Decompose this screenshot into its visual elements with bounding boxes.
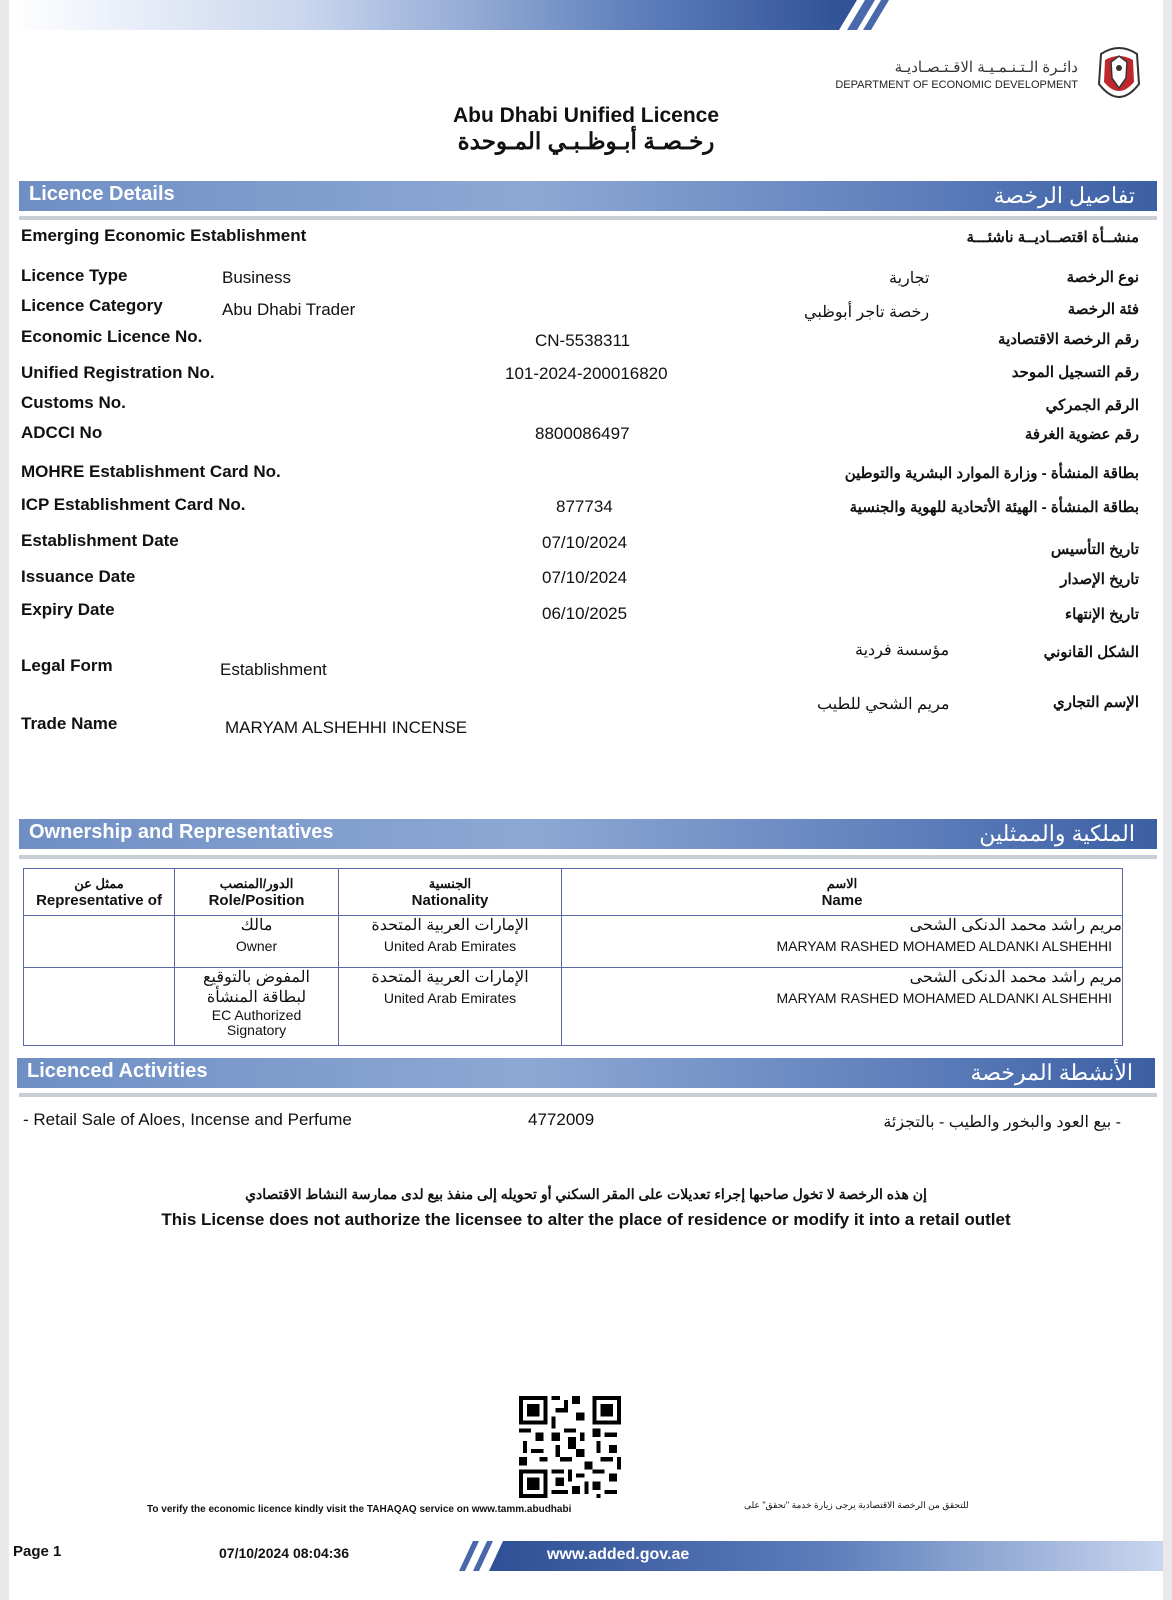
- section-divider: [19, 855, 1157, 859]
- emblem-icon: [1093, 44, 1145, 110]
- legal-form-label-ar: الشكل القانوني: [1043, 644, 1139, 661]
- section-divider: [19, 216, 1157, 220]
- header-role-en: Role/Position: [208, 892, 305, 909]
- header-nat-en: Nationality: [411, 892, 489, 909]
- establishment-type-ar: منشــأة اقتصــاديــة ناشئـــة: [966, 229, 1139, 246]
- customs-no-label: Customs No.: [21, 393, 126, 412]
- header-rep-en: Representative of: [36, 892, 162, 909]
- licence-category-value-ar: رخصة تاجر أبوظبي: [804, 304, 930, 321]
- nationality-en: United Arab Emirates: [383, 990, 517, 1006]
- licence-type-value: Business: [222, 268, 291, 287]
- customs-no-label-ar: الرقم الجمركي: [1045, 397, 1139, 414]
- department-name-ar: دائـرة الـتـنـمـيـة الاقـتـصـاديـة: [894, 59, 1078, 76]
- ownership-bar: [19, 819, 1157, 849]
- licence-category-label-ar: فئة الرخصة: [1067, 301, 1139, 318]
- document-title-ar: رخـصـة أبـوظـبـي المـوحدة: [457, 128, 715, 154]
- legal-form-label: Legal Form: [21, 656, 113, 675]
- nationality-en: United Arab Emirates: [383, 938, 517, 954]
- notice-en: This License does not authorize the licensee to alter the place of residence or modify it into a retail outlet: [161, 1210, 1011, 1229]
- table-row: [24, 968, 1123, 1046]
- header-nationality: [339, 869, 562, 916]
- name-ar: مريم راشد محمد الدنكى الشحى: [909, 917, 1122, 934]
- nationality-cell: [339, 968, 562, 1046]
- section-title-en: Licence Details: [29, 183, 175, 205]
- table-row: [24, 916, 1123, 968]
- trade-name-value-ar: مريم الشحي للطيب: [817, 696, 950, 713]
- trade-name-label-ar: الإسم التجاري: [1053, 694, 1139, 711]
- economic-licence-no-value: CN-5538311: [535, 331, 631, 350]
- representative-cell: [24, 968, 175, 1046]
- ownership-title-en: Ownership and Representatives: [29, 821, 334, 843]
- mohre-card-label-ar: بطاقة المنشأة - وزارة الموارد البشرية والتوطين: [844, 465, 1139, 482]
- licence-type-value-ar: تجارية: [889, 270, 930, 287]
- nationality-cell: [339, 916, 562, 968]
- adcci-no-label: ADCCI No: [21, 423, 103, 442]
- expiry-date-value: 06/10/2025: [542, 604, 628, 623]
- trade-name-label: Trade Name: [21, 714, 118, 733]
- adcci-no-label-ar: رقم عضوية الغرفة: [1024, 426, 1139, 443]
- economic-licence-no-label: Economic Licence No.: [21, 327, 203, 346]
- ownership-title-ar: الملكية والممثلين: [979, 821, 1135, 846]
- licence-category-label: Licence Category: [21, 296, 163, 315]
- icp-card-label: ICP Establishment Card No.: [21, 495, 246, 514]
- notice-ar: إن هذه الرخصة لا تخول صاحبها إجراء تعديلات على المقر السكني أو تحويله إلى منفذ بيع لدى ممارسة النشاط الاقتصادي: [245, 1186, 927, 1202]
- activity-name-ar: - بيع العود والبخور والطيب - بالتجزئة: [883, 1114, 1121, 1131]
- legal-form-value-ar: مؤسسة فردية: [855, 642, 950, 659]
- adcci-no-value: 8800086497: [535, 424, 630, 443]
- nationality-ar: الإمارات العربية المتحدة: [371, 969, 529, 986]
- table-header-row: [24, 869, 1123, 916]
- name-cell: [562, 916, 1123, 968]
- header-rep-ar: ممثل عن: [74, 876, 124, 891]
- header-name-en: Name: [821, 892, 863, 909]
- print-datetime: 07/10/2024 08:04:36: [219, 1545, 349, 1561]
- header-nat-ar: الجنسية: [428, 876, 472, 891]
- document-title-en: Abu Dhabi Unified Licence: [452, 104, 720, 127]
- header-role: [175, 869, 339, 916]
- expiry-date-label-ar: تاريخ الإنتهاء: [1065, 606, 1139, 623]
- licence-page: [9, 0, 1163, 1600]
- name-en: MARYAM RASHED MOHAMED ALDANKI ALSHEHHI: [776, 938, 1112, 954]
- header-name-ar: الاسم: [826, 876, 858, 891]
- activities-title-en: Licenced Activities: [27, 1060, 208, 1082]
- qr-code-icon[interactable]: [519, 1396, 621, 1498]
- economic-licence-no-label-ar: رقم الرخصة الاقتصادية: [998, 331, 1139, 348]
- role-ar: المفوض بالتوقيع لبطاقة المنشأة: [202, 969, 310, 1006]
- licence-details-bar: [19, 181, 1157, 211]
- role-cell: [175, 916, 339, 968]
- representative-cell: [24, 916, 175, 968]
- nationality-ar: الإمارات العربية المتحدة: [371, 917, 529, 934]
- activities-bar: [17, 1058, 1155, 1088]
- licence-type-label: Licence Type: [21, 266, 128, 285]
- unified-registration-value: 101-2024-200016820: [505, 364, 668, 383]
- mohre-card-label: MOHRE Establishment Card No.: [21, 462, 281, 481]
- icp-card-label-ar: بطاقة المنشأة - الهيئة الأتحادية للهوية والجنسية: [849, 499, 1139, 516]
- activity-name-en: - Retail Sale of Aloes, Incense and Perfume: [23, 1110, 352, 1129]
- role-ar: مالك: [240, 917, 273, 934]
- top-banner: [9, 0, 1163, 30]
- trade-name-value: MARYAM ALSHEHHI INCENSE: [225, 718, 468, 737]
- header-representative: [24, 869, 175, 916]
- establishment-date-label-ar: تاريخ التأسيس: [1050, 541, 1139, 558]
- name-en: MARYAM RASHED MOHAMED ALDANKI ALSHEHHI: [776, 990, 1112, 1006]
- establishment-date-value: 07/10/2024: [542, 533, 628, 552]
- unified-registration-label: Unified Registration No.: [21, 363, 215, 382]
- licence-type-label-ar: نوع الرخصة: [1066, 269, 1139, 286]
- role-en: EC Authorized Signatory: [211, 1007, 302, 1038]
- issuance-date-label-ar: تاريخ الإصدار: [1060, 571, 1139, 588]
- establishment-date-label: Establishment Date: [21, 531, 179, 550]
- header-name: [562, 869, 1123, 916]
- name-ar: مريم راشد محمد الدنكى الشحى: [909, 969, 1122, 986]
- issuance-date-value: 07/10/2024: [542, 568, 628, 587]
- website-link[interactable]: www.added.gov.ae: [547, 1546, 690, 1563]
- section-divider: [19, 1093, 1157, 1097]
- icp-card-value: 877734: [556, 497, 613, 516]
- verify-text-ar: للتحقق من الرخصة الاقتصادية يرجى زيارة خدمة "تحقق" على: [744, 1500, 969, 1510]
- legal-form-value: Establishment: [220, 660, 327, 679]
- activity-code: 4772009: [528, 1110, 595, 1129]
- expiry-date-label: Expiry Date: [21, 600, 115, 619]
- role-cell: [175, 968, 339, 1046]
- section-title-ar: تفاصيل الرخصة: [993, 183, 1135, 208]
- role-en: Owner: [235, 938, 278, 954]
- licence-category-value: Abu Dhabi Trader: [222, 300, 356, 319]
- activities-title-ar: الأنشطة المرخصة: [970, 1060, 1133, 1085]
- page-number: Page 1: [13, 1543, 62, 1560]
- ownership-table: [23, 868, 1123, 1046]
- name-cell: [562, 968, 1123, 1046]
- issuance-date-label: Issuance Date: [21, 567, 136, 586]
- header-role-ar: الدور/المنصب: [219, 876, 294, 891]
- department-name-en: DEPARTMENT OF ECONOMIC DEVELOPMENT: [835, 79, 1078, 91]
- unified-registration-label-ar: رقم التسجيل الموحد: [1011, 364, 1139, 381]
- establishment-type-en: Emerging Economic Establishment: [21, 226, 307, 245]
- verify-text-en: To verify the economic licence kindly visit the TAHAQAQ service on www.tamm.abudhabi: [147, 1504, 572, 1515]
